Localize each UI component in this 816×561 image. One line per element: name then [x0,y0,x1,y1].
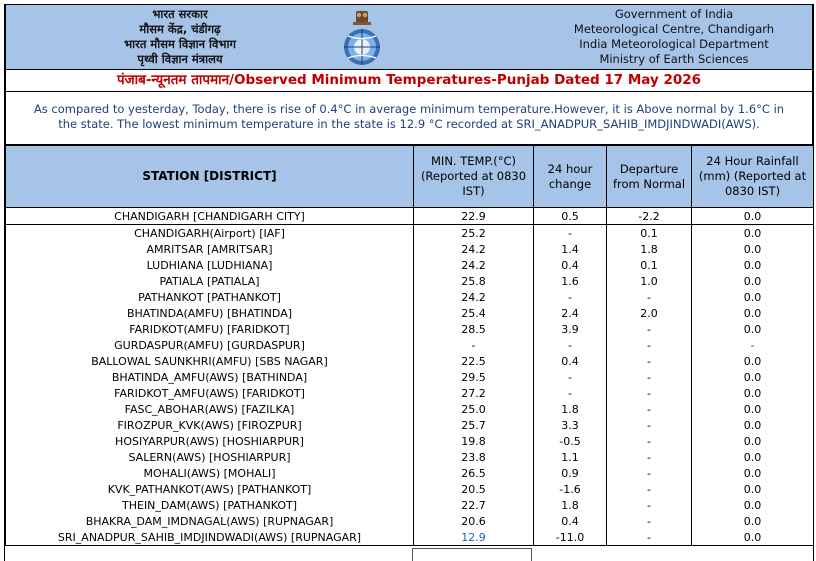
cell-change[interactable]: 3.3 [534,417,607,433]
cell-rainfall[interactable]: 0.0 [692,208,814,225]
cell-change[interactable]: - [534,369,607,385]
hindi-org-block [6,7,354,67]
cell-station[interactable]: FASC_ABOHAR(AWS) [FAZILKA] [6,401,414,417]
cell-rainfall[interactable]: 0.0 [692,513,814,529]
table-row [6,385,814,401]
cell-min-temp[interactable]: 27.2 [414,385,534,401]
summary-line-2: the state. The lowest minimum temperature in the state is 12.9 °C recorded at SRI_ANADPUR_SAHIB_IMDJINDWADI(AWS). [58,117,760,131]
table-row [6,529,814,546]
table-row [6,241,814,257]
cell-min-temp[interactable]: 22.5 [414,353,534,369]
imd-emblem-icon [339,9,385,67]
table-row [6,225,814,242]
cell-change[interactable]: 1.8 [534,401,607,417]
cell-min-temp[interactable]: - [414,337,534,353]
hindi-line: भारत सरकार [152,7,208,21]
table-row [6,289,814,305]
cell-change[interactable]: -11.0 [534,529,607,546]
cell-rainfall[interactable]: 0.0 [692,369,814,385]
cell-rainfall[interactable]: 0.0 [692,481,814,497]
cell-departure[interactable]: - [607,529,692,546]
table-row [6,353,814,369]
cell-rainfall[interactable]: 0.0 [692,417,814,433]
report-sheet [5,4,813,546]
cell-station[interactable]: SALERN(AWS) [HOSHIARPUR] [6,449,414,465]
table-row [6,257,814,273]
cell-rainfall[interactable]: 0.0 [692,497,814,513]
cell-station[interactable]: BHATINDA_AMFU(AWS) [BATHINDA] [6,369,414,385]
english-line: Meteorological Centre, Chandigarh [573,22,775,36]
cell-change[interactable]: 1.4 [534,241,607,257]
cell-change[interactable]: 0.4 [534,353,607,369]
table-row [6,401,814,417]
header-banner [5,4,813,70]
hindi-line: मौसम केंद्र, चंडीगढ़ [139,22,221,36]
cell-rainfall[interactable]: 0.0 [692,529,814,546]
cell-rainfall[interactable]: 0.0 [692,433,814,449]
cell-departure[interactable]: - [607,465,692,481]
cell-departure[interactable]: 1.0 [607,273,692,289]
table-row [6,369,814,385]
cell-station[interactable]: GURDASPUR(AMFU) [GURDASPUR] [6,337,414,353]
cell-departure[interactable]: - [607,433,692,449]
cell-change[interactable]: - [534,225,607,242]
cell-rainfall[interactable]: 0.0 [692,273,814,289]
english-line: Ministry of Earth Sciences [599,52,749,66]
col-header-24h-change: 24 hour change [534,146,607,208]
hindi-line: पृथ्वी विज्ञान मंत्रालय [137,52,223,66]
cell-rainfall[interactable]: - [692,337,814,353]
cell-station[interactable]: CHANDIGARH(Airport) [IAF] [6,225,414,242]
cell-change[interactable]: -1.6 [534,481,607,497]
cell-min-temp[interactable]: 25.8 [414,273,534,289]
cell-min-temp[interactable]: 12.9 [414,529,534,546]
selected-cell-cursor [412,548,532,561]
col-header-min-temp: MIN. TEMP.(°C) (Reported at 0830 IST) [414,146,534,208]
report-title: पंजाब-न्यूनतम तापमान/Observed Minimum Temperatures-Punjab Dated 17 May 2026 [5,70,813,92]
cell-min-temp[interactable]: 25.0 [414,401,534,417]
cell-departure[interactable]: 1.8 [607,241,692,257]
table-row [6,481,814,497]
cell-departure[interactable]: - [607,369,692,385]
table-header-row [6,146,814,208]
cell-station[interactable]: BHATINDA(AMFU) [BHATINDA] [6,305,414,321]
cell-rainfall[interactable]: 0.0 [692,401,814,417]
cell-min-temp[interactable]: 22.9 [414,208,534,225]
table-row [6,465,814,481]
cell-change[interactable]: 0.9 [534,465,607,481]
cell-departure[interactable]: - [607,513,692,529]
table-row [6,208,814,225]
cell-station[interactable]: LUDHIANA [LUDHIANA] [6,257,414,273]
col-header-station: STATION [DISTRICT] [6,146,414,208]
cell-departure[interactable]: - [607,289,692,305]
cell-departure[interactable]: - [607,321,692,337]
cell-rainfall[interactable]: 0.0 [692,353,814,369]
table-row [6,337,814,353]
cell-station[interactable]: FARIDKOT_AMFU(AWS) [FARIDKOT] [6,385,414,401]
cell-change[interactable]: 0.5 [534,208,607,225]
cell-min-temp[interactable]: 29.5 [414,369,534,385]
cell-change[interactable]: 0.4 [534,513,607,529]
table-row [6,305,814,321]
cell-rainfall[interactable]: 0.0 [692,225,814,242]
cell-station[interactable]: CHANDIGARH [CHANDIGARH CITY] [6,208,414,225]
cell-station[interactable]: THEIN_DAM(AWS) [PATHANKOT] [6,497,414,513]
cell-station[interactable]: BHAKRA_DAM_IMDNAGAL(AWS) [RUPNAGAR] [6,513,414,529]
cell-station[interactable]: SRI_ANADPUR_SAHIB_IMDJINDWADI(AWS) [RUPNAGAR] [6,529,414,546]
cell-change[interactable]: 0.4 [534,257,607,273]
cell-change[interactable]: - [534,289,607,305]
cell-rainfall[interactable]: 0.0 [692,289,814,305]
cell-min-temp[interactable]: 26.5 [414,465,534,481]
cell-station[interactable]: AMRITSAR [AMRITSAR] [6,241,414,257]
cell-rainfall[interactable]: 0.0 [692,257,814,273]
cell-station[interactable]: HOSIYARPUR(AWS) [HOSHIARPUR] [6,433,414,449]
cell-station[interactable]: MOHALI(AWS) [MOHALI] [6,465,414,481]
cell-departure[interactable]: - [607,337,692,353]
col-header-departure: Departure from Normal [607,146,692,208]
cell-min-temp[interactable]: 22.7 [414,497,534,513]
cell-change[interactable]: 2.4 [534,305,607,321]
cell-min-temp[interactable]: 28.5 [414,321,534,337]
cell-station[interactable]: BALLOWAL SAUNKHRI(AMFU) [SBS NAGAR] [6,353,414,369]
cell-change[interactable]: -0.5 [534,433,607,449]
cell-rainfall[interactable]: 0.0 [692,449,814,465]
cell-station[interactable]: FIROZPUR_KVK(AWS) [FIROZPUR] [6,417,414,433]
table-row [6,321,814,337]
english-line: Government of India [614,7,734,21]
table-body [6,208,814,546]
cell-station[interactable]: PATIALA [PATIALA] [6,273,414,289]
cell-min-temp[interactable]: 24.2 [414,257,534,273]
cell-departure[interactable]: 0.1 [607,225,692,242]
cell-station[interactable]: FARIDKOT(AMFU) [FARIDKOT] [6,321,414,337]
cell-change[interactable]: 1.1 [534,449,607,465]
cell-change[interactable]: - [534,337,607,353]
summary-text [5,92,813,145]
table-row [6,417,814,433]
table-row [6,433,814,449]
table-row [6,273,814,289]
cell-rainfall[interactable]: 0.0 [692,465,814,481]
table-row [6,449,814,465]
cell-min-temp[interactable]: 23.8 [414,449,534,465]
cell-departure[interactable]: - [607,353,692,369]
table-row [6,497,814,513]
cell-change[interactable]: 1.8 [534,497,607,513]
cell-rainfall[interactable]: 0.0 [692,241,814,257]
cell-station[interactable]: KVK_PATHANKOT(AWS) [PATHANKOT] [6,481,414,497]
cell-min-temp[interactable]: 25.2 [414,225,534,242]
cell-departure[interactable]: -2.2 [607,208,692,225]
english-line: India Meteorological Department [579,37,769,51]
cell-change[interactable]: - [534,385,607,401]
cell-change[interactable]: 3.9 [534,321,607,337]
cell-departure[interactable]: - [607,385,692,401]
cell-rainfall[interactable]: 0.0 [692,321,814,337]
temperature-table [5,145,814,546]
cell-departure[interactable]: 2.0 [607,305,692,321]
cell-min-temp[interactable]: 25.7 [414,417,534,433]
cell-min-temp[interactable]: 24.2 [414,241,534,257]
table-row [6,513,814,529]
hindi-line: भारत मौसम विज्ञान विभाग [124,37,236,51]
cell-rainfall[interactable]: 0.0 [692,385,814,401]
cell-min-temp[interactable]: 25.4 [414,305,534,321]
cell-departure[interactable]: - [607,481,692,497]
cell-min-temp[interactable]: 24.2 [414,289,534,305]
english-org-block [534,7,814,67]
cell-departure[interactable]: - [607,449,692,465]
cell-change[interactable]: 1.6 [534,273,607,289]
cell-rainfall[interactable]: 0.0 [692,305,814,321]
cell-min-temp[interactable]: 19.8 [414,433,534,449]
summary-line-1: As compared to yesterday, Today, there is rise of 0.4°C in average minimum temperature.However, it is Above normal by 1.6°C in [33,102,785,116]
cell-min-temp[interactable]: 20.5 [414,481,534,497]
cell-departure[interactable]: - [607,417,692,433]
cell-departure[interactable]: - [607,401,692,417]
cell-departure[interactable]: - [607,497,692,513]
cell-station[interactable]: PATHANKOT [PATHANKOT] [6,289,414,305]
cell-min-temp[interactable]: 20.6 [414,513,534,529]
col-header-rainfall: 24 Hour Rainfall (mm) (Reported at 0830 IST) [692,146,814,208]
cell-departure[interactable]: 0.1 [607,257,692,273]
